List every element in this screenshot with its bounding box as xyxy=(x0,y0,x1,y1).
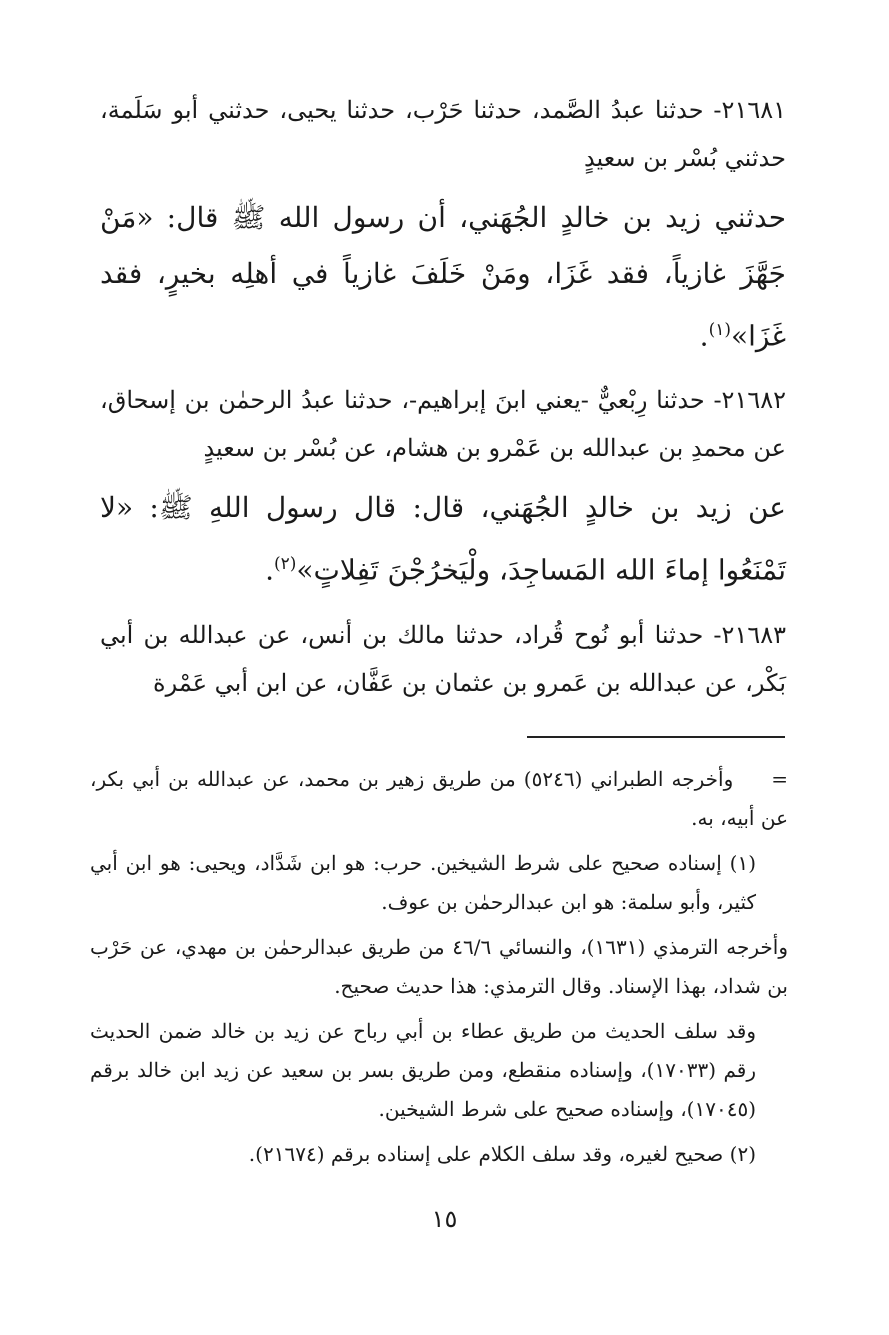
hadith-3-isnad: ٢١٦٨٣- حدثنا أبو نُوح قُراد، حدثنا مالك بن أنس، عن عبدالله بن أبي بَكْر، عن عبدالله بن عَمرو بن عثمان بن عَفَّان، عن ابن أبي عَمْرة xyxy=(100,620,786,697)
footnote-1-takhrij: وأخرجه الترمذي (١٦٣١)، والنسائي ٤٦/٦ من طريق عبدالرحمٰن بن مهدي، عن حَرْب بن شداد، بهذا الإسناد. وقال الترمذي: هذا حديث صحيح. xyxy=(90,935,788,998)
continuation-mark: = xyxy=(771,767,788,791)
footnote-1-earlier: وقد سلف الحديث من طريق عطاء بن أبي رباح عن زيد بن خالد ضمن الحديث رقم (١٧٠٣٣)، وإسناده منقطع، ومن طريق بسر بن سعيد عن زيد ابن خالد برقم (١٧٠٤٥)، وإسناده صحيح على شرط الشيخين. xyxy=(90,1019,756,1121)
hadith-2-period: . xyxy=(265,553,274,587)
footnote-1: (١) إسناده صحيح على شرط الشيخين. حرب: هو ابن شَدَّاد، ويحيى: هو ابن أبي كثير، وأبو سلمة: هو ابن عبدالرحمٰن بن عوف. xyxy=(90,851,756,914)
page-number: ١٥ xyxy=(431,1205,458,1233)
hadith-1-isnad: ٢١٦٨١- حدثنا عبدُ الصَّمد، حدثنا حَرْب، حدثنا يحيى، حدثني أبو سَلَمة، حدثني بُسْر بن سعيدٍ xyxy=(100,96,786,172)
hadith-2-isnad: ٢١٦٨٢- حدثنا رِبْعيٌّ -يعني ابنَ إبراهيم-، حدثنا عبدُ الرحمٰن بن إسحاق، عن محمدِ بن عبدالله بن عَمْرو بن هشام، عن بُسْر بن سعيدٍ xyxy=(100,386,786,463)
footnote-continuation xyxy=(90,760,788,838)
hadith-1-matn xyxy=(100,190,786,364)
footnote-divider xyxy=(527,736,785,738)
hadith-1-period: . xyxy=(699,319,709,353)
footnote-ref-2: (٢) xyxy=(273,554,297,575)
footnote-2: (٢) صحيح لغيره، وقد سلف الكلام على إسناده برقم (٢١٦٧٤). xyxy=(248,1142,756,1166)
footnote-ref-1: (١) xyxy=(708,320,731,340)
hadith-2-matn-text: عن زيد بن خالدٍ الجُهَني، قال: قال رسول اللهِ ﷺ: «لا تَمْنَعُوا إماءَ الله المَساجِدَ، ولْيَخرُجْنَ تَفِلاتٍ» xyxy=(100,491,786,587)
main-text xyxy=(100,86,786,715)
hadith-1-matn-text: حدثني زيد بن خالدٍ الجُهَني، أن رسول الله ﷺ قال: «مَنْ جَهَّزَ غازياً، فقد غَزَا، ومَنْ خَلَفَ غازياً في أهلِه بخيرٍ، فقد غَزَا» xyxy=(100,201,786,353)
footnotes xyxy=(90,760,788,1180)
hadith-2-matn xyxy=(100,480,786,598)
footnote-continuation-text: وأخرجه الطبراني (٥٢٤٦) من طريق زهير بن محمد، عن عبدالله بن أبي بكر، عن أبيه، به. xyxy=(90,767,788,830)
